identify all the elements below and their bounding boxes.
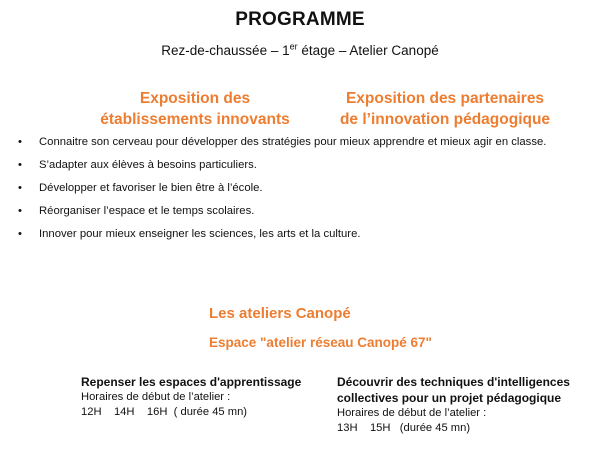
workshop-title: Repenser les espaces d'apprentissage bbox=[81, 375, 302, 389]
list-item bbox=[18, 136, 593, 159]
subtitle-superscript: er bbox=[289, 41, 298, 52]
exposition-etablissements-heading bbox=[60, 88, 330, 130]
exposition-etablissements-line1: Exposition des bbox=[139, 90, 251, 107]
workshop-times: 13H 15H (durée 45 mn) bbox=[337, 422, 471, 434]
list-item-text: S’adapter aux élèves à besoins particuliers. bbox=[39, 159, 257, 171]
bullet-icon: • bbox=[18, 228, 22, 240]
themes-bullet-list bbox=[18, 136, 593, 251]
list-item bbox=[18, 159, 593, 182]
bullet-icon: • bbox=[18, 136, 22, 148]
ateliers-heading: Les ateliers Canopé bbox=[209, 305, 351, 322]
list-item bbox=[18, 182, 593, 205]
page-title: PROGRAMME bbox=[235, 9, 365, 30]
workshop-times: 12H 14H 16H ( durée 45 mn) bbox=[81, 406, 248, 418]
exposition-partenaires-line2: de l’innovation pédagogique bbox=[339, 111, 551, 128]
workshop-title-line1: Découvrir des techniques d'intelligences bbox=[337, 375, 570, 389]
workshop-intelligences-collectives bbox=[337, 374, 592, 436]
subtitle-suffix: étage – Atelier Canopé bbox=[297, 43, 439, 58]
exposition-partenaires-line1: Exposition des partenaires bbox=[345, 90, 545, 107]
workshop-hours-label: Horaires de début de l’atelier : bbox=[81, 391, 231, 403]
workshop-espaces-apprentissage bbox=[81, 374, 326, 420]
list-item-text: Innover pour mieux enseigner les sciences, les arts et la culture. bbox=[39, 228, 361, 240]
list-item bbox=[18, 228, 593, 251]
list-item bbox=[18, 205, 593, 228]
page-subtitle bbox=[0, 43, 600, 58]
bullet-icon: • bbox=[18, 159, 22, 171]
bullet-icon: • bbox=[18, 205, 22, 217]
ateliers-space-label: Espace "atelier réseau Canopé 67" bbox=[209, 335, 432, 350]
bullet-icon: • bbox=[18, 182, 22, 194]
exposition-etablissements-line2: établissements innovants bbox=[100, 111, 290, 128]
list-item-text: Développer et favoriser le bien être à l’école. bbox=[39, 182, 263, 194]
list-item-text: Connaitre son cerveau pour développer des stratégies pour mieux apprendre et mieux agir en classe. bbox=[39, 136, 547, 148]
exposition-partenaires-heading bbox=[305, 88, 585, 130]
workshop-title-line2: collectives pour un projet pédagogique bbox=[337, 391, 562, 405]
list-item-text: Réorganiser l’espace et le temps scolaires. bbox=[39, 205, 255, 217]
workshop-hours-label: Horaires de début de l’atelier : bbox=[337, 407, 487, 419]
subtitle-prefix: Rez-de-chaussée – 1 bbox=[161, 43, 290, 58]
